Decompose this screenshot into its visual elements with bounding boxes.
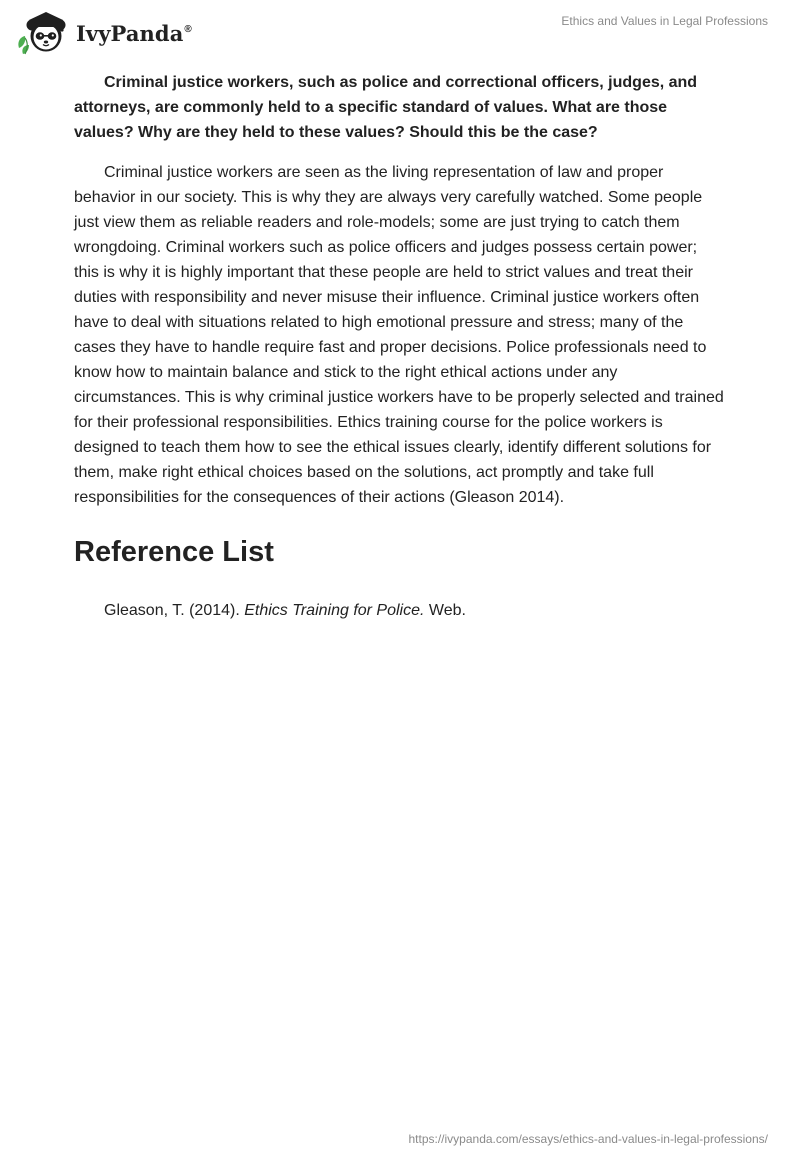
ivypanda-logo[interactable]: [16, 8, 192, 56]
registered-mark: ®: [184, 23, 192, 35]
page-header: [0, 0, 800, 60]
essay-content: [74, 70, 726, 623]
reference-title: Ethics Training for Police.: [244, 602, 425, 619]
source-url[interactable]: https://ivypanda.com/essays/ethics-and-values-in-legal-professions/: [408, 1132, 768, 1146]
reference-list-heading: Reference List: [74, 536, 274, 568]
logo-wordmark: [76, 21, 192, 46]
reference-suffix: Web.: [424, 602, 466, 619]
reference-entry: [104, 598, 726, 623]
panda-logo-icon: [16, 8, 74, 56]
reference-author-year: Gleason, T. (2014).: [104, 602, 245, 619]
logo-name: IvyPanda: [76, 20, 184, 46]
essay-paragraph: Criminal justice workers are seen as the living representation of law and proper behavior in our society. This is why they are always very carefully watched. Some people just view them as reliable readers and role-models; some are just trying to catch them wrongdoing. Criminal workers such as police officers and judges possess certain power; this is why it is highly important that these people are held to strict values and treat their duties with responsibility and never misuse their influence. Criminal justice workers often have to deal with situations related to high emotional pressure and stress; many of the cases they have to handle require fast and proper decisions. Police professionals need to know how to maintain balance and stick to the right ethical actions under any circumstances. This is why criminal justice workers have to be properly selected and trained for their professional responsibilities. Ethics training course for the police workers is designed to teach them how to see the ethical issues clearly, identify different solutions for them, make right ethical choices based on the solutions, act promptly and take full responsibilities for the consequences of their actions (Gleason 2014).: [74, 164, 724, 506]
document-title: Ethics and Values in Legal Professions: [561, 14, 768, 28]
essay-question: Criminal justice workers, such as police and correctional officers, judges, and attorneys, are commonly held to a specific standard of values. What are those values? Why are they held to these values? Should this be the case?: [74, 74, 698, 141]
